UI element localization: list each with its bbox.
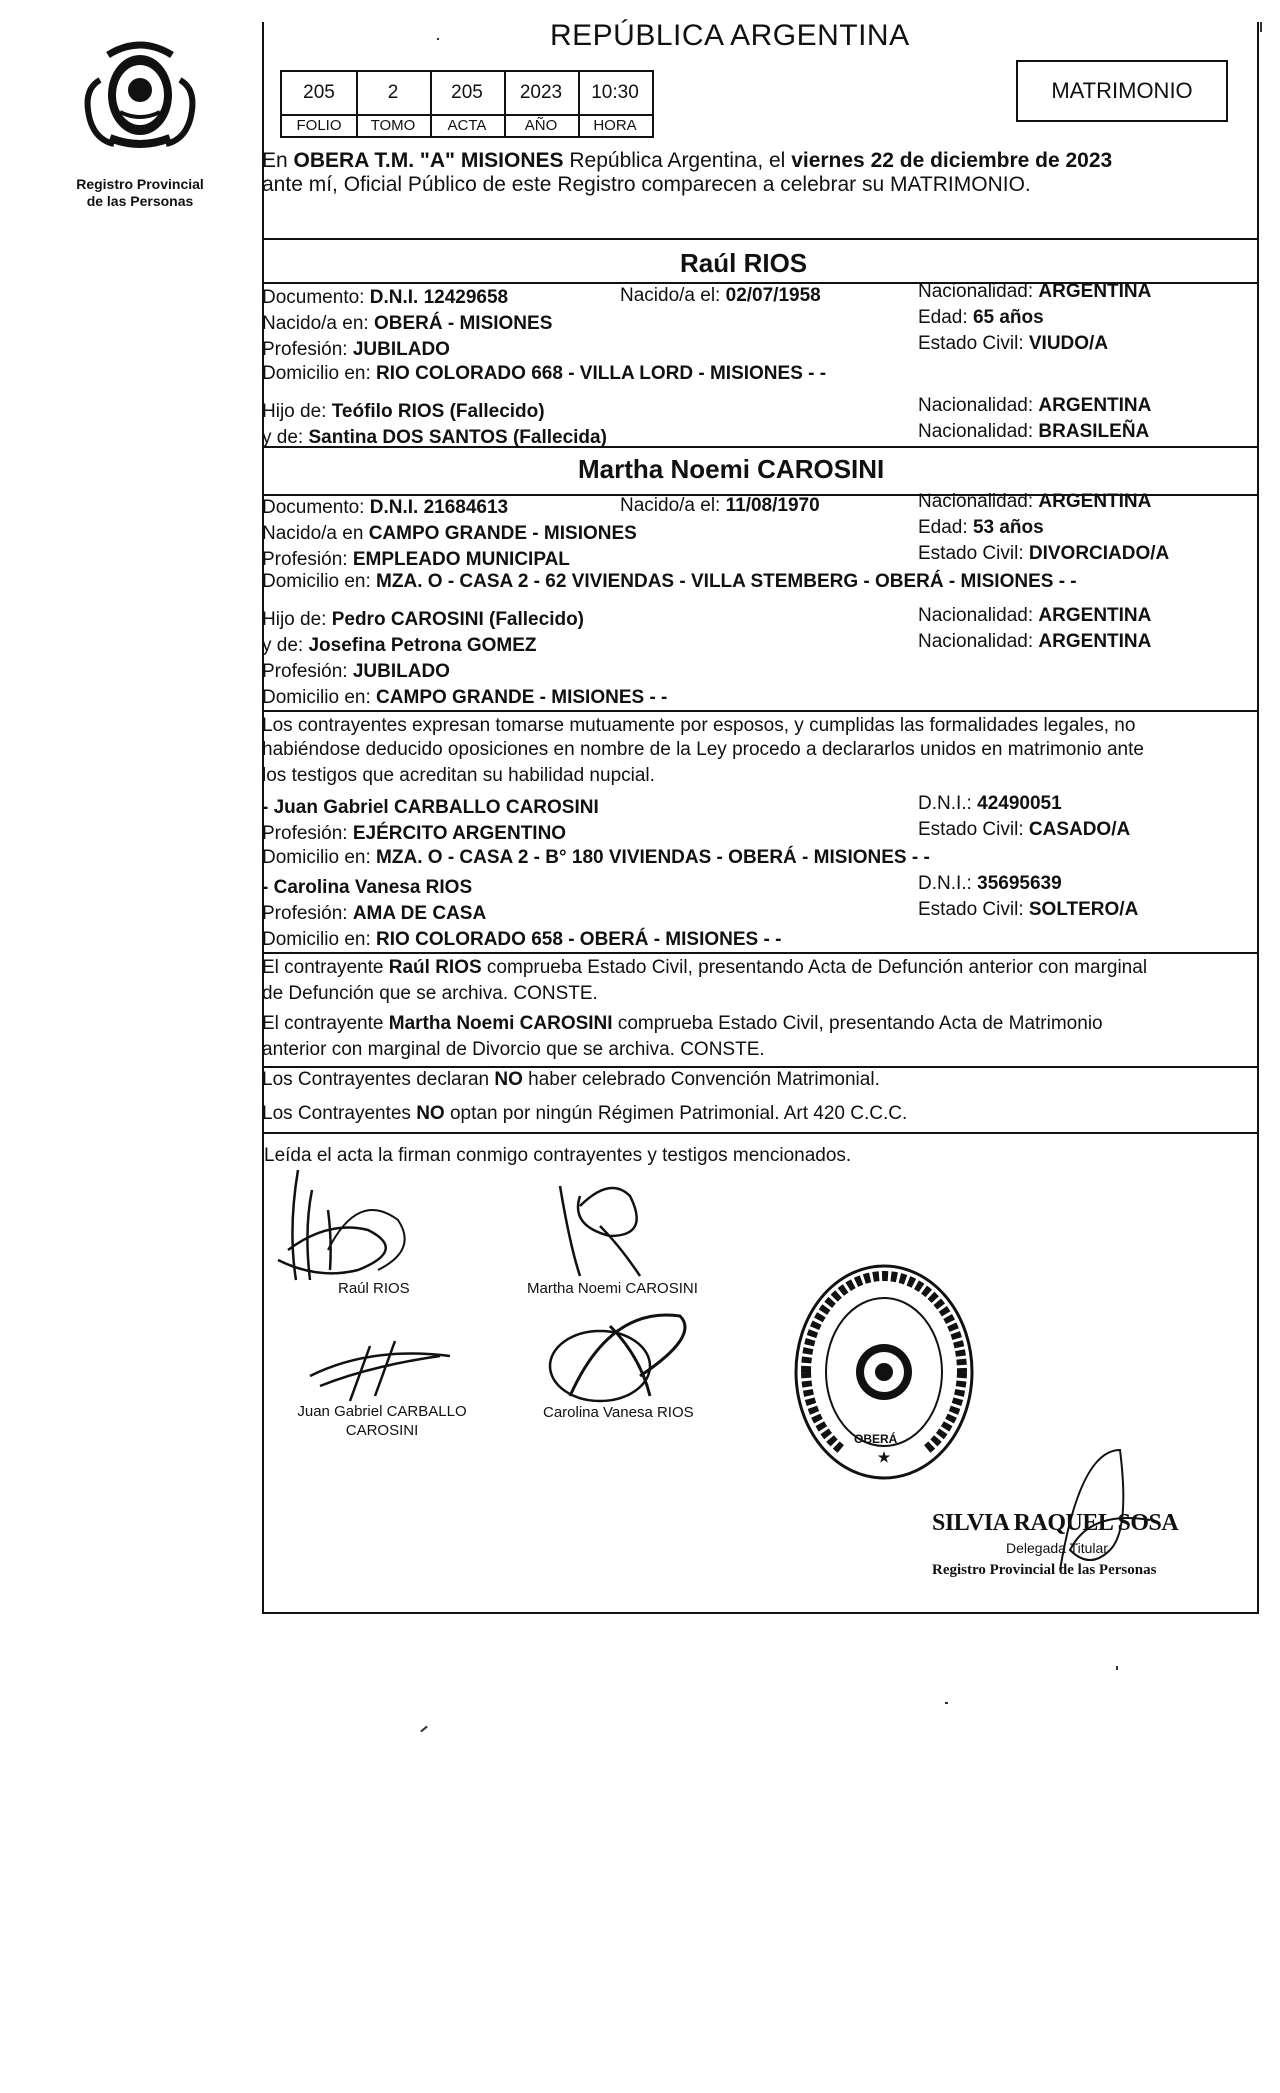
official-name: SILVIA RAQUEL SOSA — [932, 1510, 1179, 1536]
spouse2-birthplace: Nacido/a en CAMPO GRANDE - MISIONES — [262, 523, 637, 544]
intro-line2: ante mí, Oficial Público de este Registro comparecen a celebrar su MATRIMONIO. — [262, 173, 1031, 196]
marginal-p2-line1: El contrayente Martha Noemi CAROSINI comprueba Estado Civil, presentando Acta de Matrimonio — [262, 1013, 1103, 1034]
marginal-p2-line2: anterior con marginal de Divorcio que se archiva. CONSTE. — [262, 1039, 765, 1060]
scan-speck — [945, 1702, 948, 1704]
folio-label: FOLIO — [296, 117, 342, 134]
spouse1-nat: Nacionalidad: ARGENTINA — [918, 281, 1152, 302]
ceremony-place: OBERA T.M. "A" MISIONES — [293, 149, 564, 172]
spouse2-born: Nacido/a el: 11/08/1970 — [620, 495, 820, 516]
record-table — [280, 70, 654, 138]
anio-value: 2023 — [519, 82, 563, 103]
spouse2-parent-profession: Profesión: JUBILADO — [262, 661, 450, 682]
spouse2-parent-domicile: Domicilio en: CAMPO GRANDE - MISIONES - - — [262, 687, 668, 708]
spouse2-nat: Nacionalidad: ARGENTINA — [918, 491, 1152, 512]
anio-label: AÑO — [524, 117, 558, 134]
spouse1-name: Raúl RIOS — [680, 248, 808, 278]
signature-raul-rios — [268, 1150, 468, 1300]
registry-line1: Registro Provincial — [76, 176, 204, 192]
seal-city: OBERÁ — [854, 1432, 898, 1446]
marginal-p1-line1: El contrayente Raúl RIOS comprueba Estado Civil, presentando Acta de Defunción anterior con marginal — [262, 957, 1148, 978]
scan-speck — [437, 38, 439, 40]
signature-martha-carosini — [540, 1176, 680, 1286]
signature-carolina-rios — [540, 1296, 710, 1416]
folio-value: 205 — [303, 82, 335, 103]
marginal-p1-line2: de Defunción que se archiva. CONSTE. — [262, 983, 598, 1004]
spouse1-profession: Profesión: JUBILADO — [262, 339, 450, 360]
closing-text: Leída el acta la firman conmigo contrayentes y testigos mencionados. — [264, 1145, 852, 1166]
registry-logo — [70, 40, 210, 150]
spouse1-doc: Documento: D.N.I. 12429658 — [262, 287, 509, 308]
doc-type-label: MATRIMONIO — [1051, 78, 1193, 103]
official-title: Delegada Titular — [1006, 1540, 1108, 1556]
spouse2-mother-nat: Nacionalidad: ARGENTINA — [918, 631, 1152, 652]
declaration-line2: habiéndose deducido oposiciones en nombre de la Ley procedo a declararlos unidos en matrimonio ante — [262, 739, 1144, 760]
spouse2-profession: Profesión: EMPLEADO MUNICIPAL — [262, 549, 570, 570]
spouse2-father: Hijo de: Pedro CAROSINI (Fallecido) — [262, 609, 585, 630]
scan-speck — [420, 1726, 427, 1733]
hora-label: HORA — [593, 117, 637, 134]
scan-speck — [1260, 22, 1262, 32]
signature1-label: Raúl RIOS — [338, 1280, 410, 1297]
acta-value: 205 — [451, 82, 483, 103]
spouse2-name: Martha Noemi CAROSINI — [578, 454, 885, 484]
svg-text:★: ★ — [877, 1449, 891, 1465]
spouse1-birthplace: Nacido/a en: OBERÁ - MISIONES — [262, 313, 553, 334]
declaration-line3: los testigos que acreditan su habilidad nupcial. — [262, 765, 655, 786]
spouse2-father-nat: Nacionalidad: ARGENTINA — [918, 605, 1152, 626]
scan-speck — [1116, 1666, 1118, 1670]
registry-name — [60, 176, 220, 210]
witness1-domicile: Domicilio en: MZA. O - CASA 2 - B° 180 VIVIENDAS - OBERÁ - MISIONES - - — [262, 847, 930, 868]
ceremony-date: viernes 22 de diciembre de 2023 — [791, 149, 1113, 172]
declaration-line1: Los contrayentes expresan tomarse mutuamente por esposos, y cumplidas las formalidades legales, no — [262, 715, 1136, 736]
intro-line1: En OBERA T.M. "A" MISIONES República Argentina, el viernes 22 de diciembre de 2023 — [262, 149, 1113, 172]
doc-type-box — [1016, 60, 1228, 122]
provincial-shield-icon — [70, 40, 210, 150]
witness2-profession: Profesión: AMA DE CASA — [262, 903, 487, 924]
witness2-dni: D.N.I.: 35695639 — [918, 873, 1062, 894]
spouse1-mother-nat: Nacionalidad: BRASILEÑA — [918, 421, 1150, 442]
tomo-value: 2 — [387, 82, 399, 103]
spouse1-born: Nacido/a el: 02/07/1958 — [620, 285, 821, 306]
official-org: Registro Provincial de las Personas — [932, 1562, 1157, 1578]
witness2-name: - Carolina Vanesa RIOS — [262, 877, 473, 898]
hora-value: 10:30 — [591, 82, 639, 103]
spouse1-father: Hijo de: Teófilo RIOS (Fallecido) — [262, 401, 545, 422]
tomo-label: TOMO — [370, 117, 416, 134]
witness1-civil: Estado Civil: CASADO/A — [918, 819, 1131, 840]
spouse2-mother: y de: Josefina Petrona GOMEZ — [262, 635, 537, 656]
regime-line2: Los Contrayentes NO optan por ningún Régimen Patrimonial. Art 420 C.C.C. — [262, 1103, 908, 1124]
regime-line1: Los Contrayentes declaran NO haber celebrado Convención Matrimonial. — [262, 1069, 880, 1090]
frame-right — [1257, 22, 1259, 1612]
spouse1-mother: y de: Santina DOS SANTOS (Fallecida) — [262, 427, 607, 448]
witness1-profession: Profesión: EJÉRCITO ARGENTINO — [262, 823, 567, 844]
registry-line2: de las Personas — [86, 193, 194, 209]
acta-label: ACTA — [447, 117, 487, 134]
witness1-name: - Juan Gabriel CARBALLO CAROSINI — [262, 797, 599, 818]
delegation-seal — [792, 1262, 976, 1482]
spouse1-domicile: Domicilio en: RIO COLORADO 668 - VILLA LORD - MISIONES - - — [262, 363, 827, 384]
spouse2-domicile: Domicilio en: MZA. O - CASA 2 - 62 VIVIENDAS - VILLA STEMBERG - OBERÁ - MISIONES - - — [262, 571, 1077, 592]
spouse2-doc: Documento: D.N.I. 21684613 — [262, 497, 509, 518]
spouse2-age: Edad: 53 años — [918, 517, 1044, 538]
witness2-domicile: Domicilio en: RIO COLORADO 658 - OBERÁ - MISIONES - - — [262, 929, 782, 950]
witness1-dni: D.N.I.: 42490051 — [918, 793, 1062, 814]
spouse1-father-nat: Nacionalidad: ARGENTINA — [918, 395, 1152, 416]
signature4-label: Carolina Vanesa RIOS — [543, 1404, 694, 1421]
spouse1-age: Edad: 65 años — [918, 307, 1044, 328]
signature-juan-gabriel — [300, 1336, 460, 1406]
witness2-civil: Estado Civil: SOLTERO/A — [918, 899, 1139, 920]
seal-stamp-icon — [792, 1262, 976, 1482]
signature2-label: Martha Noemi CAROSINI — [527, 1280, 698, 1297]
spouse2-civil: Estado Civil: DIVORCIADO/A — [918, 543, 1170, 564]
frame-bottom — [262, 1612, 1259, 1614]
signature3-label: Juan Gabriel CARBALLO CAROSINI — [297, 1403, 467, 1439]
country-title: REPÚBLICA ARGENTINA — [550, 19, 910, 52]
spouse1-civil: Estado Civil: VIUDO/A — [918, 333, 1109, 354]
